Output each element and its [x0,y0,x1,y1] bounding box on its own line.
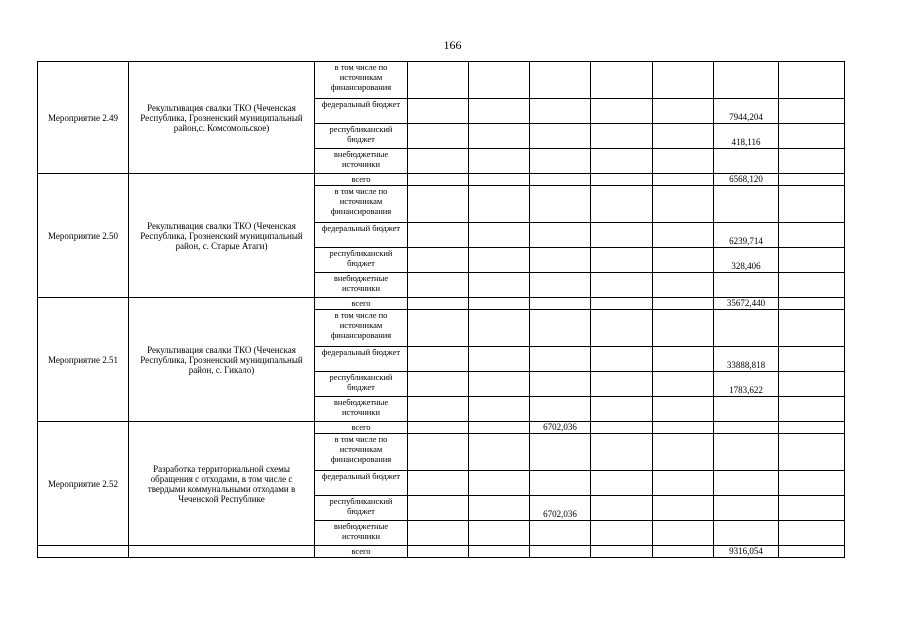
page-number: 166 [443,38,462,52]
row-label-including: в том числе по источникам финансирования [315,310,408,347]
table-row [38,546,845,558]
federal-value: 6239,714 [714,223,779,248]
republican-value: 418,116 [714,124,779,149]
row-label-including: в том числе по источникам финансирования [315,62,408,99]
row-label-republican: республиканский бюджет [315,372,408,397]
measure-name: Мероприятие 2.50 [38,174,129,298]
row-label-extra: внебюджетные источники [315,273,408,298]
row-label-republican: республиканский бюджет [315,496,408,521]
row-label-total: всего [315,298,408,310]
row-label-including: в том числе по источникам финансирования [315,434,408,471]
row-label-extra: внебюджетные источники [315,521,408,546]
measure-description [129,422,315,546]
measure-name: Мероприятие 2.52 [38,422,129,546]
table-row [38,298,845,310]
measure-name: Мероприятие 2.51 [38,298,129,422]
row-label-total: всего [315,422,408,434]
row-label-extra: внебюджетные источники [315,149,408,174]
federal-value: 33888,818 [714,347,779,372]
row-label-federal: федеральный бюджет [315,99,408,124]
measure-description [129,62,315,174]
row-label-republican: республиканский бюджет [315,124,408,149]
measure-description [129,174,315,298]
row-label-extra: внебюджетные источники [315,397,408,422]
federal-value: 7944,204 [714,99,779,124]
row-label-including: в том числе по источникам финансирования [315,186,408,223]
measure-description-text: Рекультивация свалки ТКО (Чеченская Республика, Грозненский муниципальный район, с. Гикало) [140,344,303,375]
republican-value: 1783,622 [714,372,779,397]
row-label-total: всего [315,174,408,186]
measure-description-text: Рекультивация свалки ТКО (Чеченская Республика, Грозненский муниципальный район,с. Комсомольское) [140,102,303,133]
row-label-federal: федеральный бюджет [315,347,408,372]
measure-description [129,298,315,422]
table-row [38,174,845,186]
republican-value: 6702,036 [530,496,591,521]
total-value: 6702,036 [530,422,591,434]
row-label-federal: федеральный бюджет [315,471,408,496]
row-label-republican: республиканский бюджет [315,248,408,273]
table-row [38,62,845,99]
table-row [38,422,845,434]
funding-table [37,61,845,558]
measure-description-text: Рекультивация свалки ТКО (Чеченская Республика, Грозненский муниципальный район, с. Старые Атаги) [140,220,303,251]
measure-name: Мероприятие 2.49 [38,62,129,174]
republican-value: 328,406 [714,248,779,273]
row-label-federal: федеральный бюджет [315,223,408,248]
total-value: 35672,440 [714,298,779,310]
total-value: 6568,120 [714,174,779,186]
measure-description-text: Разработка территориальной схемы обращения с отходами, в том числе с твердыми коммунальными отходами в Чеченской Республике [147,463,296,504]
total-value: 9316,054 [714,546,779,558]
row-label-total: всего [315,546,408,558]
